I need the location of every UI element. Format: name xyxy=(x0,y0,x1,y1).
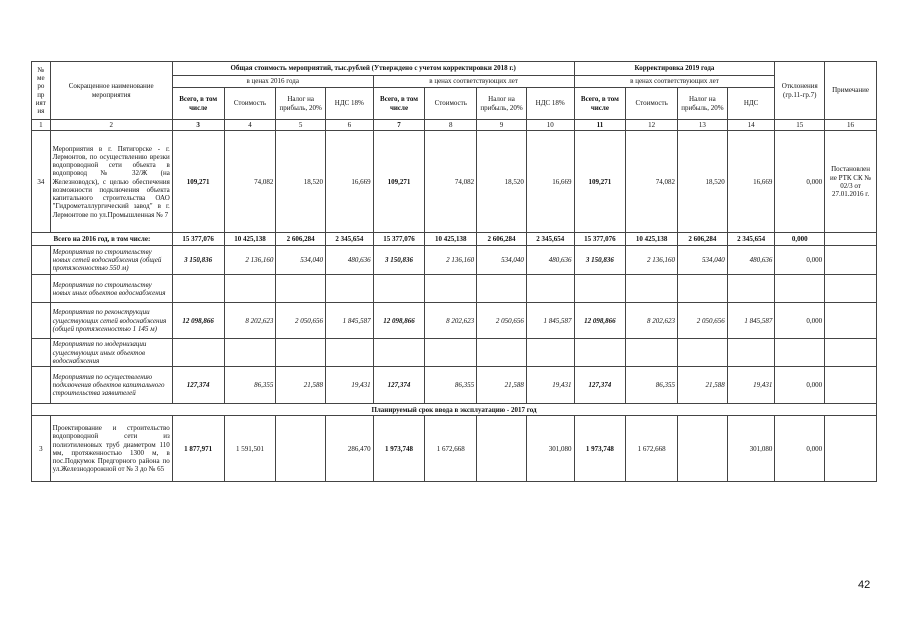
value-cell: 74,082 xyxy=(626,131,678,233)
value-cell: 86,355 xyxy=(425,367,477,404)
header-col-vat: НДС xyxy=(727,88,775,120)
header-col-vat: НДС 18% xyxy=(326,88,374,120)
column-numbers-row xyxy=(32,120,877,131)
value-cell: 18,520 xyxy=(678,131,728,233)
value-cell xyxy=(224,275,276,303)
value-cell: 8 202,623 xyxy=(425,303,477,339)
value-cell: 21,588 xyxy=(276,367,326,404)
value-cell: 1 672,668 xyxy=(626,416,678,482)
row-name: Проектирование и строительство водопроводной сети из полиэтиленовых труб диаметром 110 мм, протяженностью 1300 м, в пос.Подкумок Предгорного района по ул.Железнодорожной от № 3 до № 65 xyxy=(50,416,172,482)
value-cell: 2 345,654 xyxy=(727,233,775,246)
column-number: 8 xyxy=(425,120,477,131)
header-note: Примечание xyxy=(825,62,877,120)
value-cell: 1 845,587 xyxy=(727,303,775,339)
value-cell: 2 050,656 xyxy=(477,303,527,339)
value-cell: 286,470 xyxy=(326,416,374,482)
row-note: Постановлен ие РТК СК № 02/3 от 27.01.2016 г. xyxy=(825,131,877,233)
header-col-cost: Стоимость xyxy=(224,88,276,120)
total-label: Всего на 2016 год, в том числе: xyxy=(32,233,173,246)
empty-cell xyxy=(825,303,877,339)
header-col-tax: Налог на прибыль, 20% xyxy=(678,88,728,120)
value-cell xyxy=(574,275,626,303)
column-number: 15 xyxy=(775,120,825,131)
column-number: 12 xyxy=(626,120,678,131)
value-cell xyxy=(526,339,574,367)
value-cell: 2 136,160 xyxy=(425,246,477,275)
value-cell: 127,374 xyxy=(574,367,626,404)
value-cell: 480,636 xyxy=(727,246,775,275)
header-group-total: Общая стоимость мероприятий, тыс.рублей (Утверждено с учетом корректировки 2018 г.) xyxy=(172,62,574,76)
value-cell: 74,082 xyxy=(425,131,477,233)
value-cell: 2 345,654 xyxy=(326,233,374,246)
value-cell: 10 425,138 xyxy=(626,233,678,246)
value-cell xyxy=(373,275,425,303)
value-cell: 15 377,076 xyxy=(172,233,224,246)
value-cell xyxy=(276,416,326,482)
value-cell: 1 973,748 xyxy=(373,416,425,482)
empty-cell xyxy=(825,275,877,303)
column-number: 11 xyxy=(574,120,626,131)
value-cell xyxy=(477,339,527,367)
value-cell xyxy=(678,339,728,367)
value-cell xyxy=(477,416,527,482)
column-number: 13 xyxy=(678,120,728,131)
value-cell: 1 845,587 xyxy=(326,303,374,339)
header-prices-current: в ценах соответствующих лет xyxy=(373,76,574,88)
value-cell: 1 591,501 xyxy=(224,416,276,482)
column-number: 3 xyxy=(172,120,224,131)
subtotal-row xyxy=(32,303,877,339)
value-cell: 8 202,623 xyxy=(224,303,276,339)
value-cell xyxy=(678,275,728,303)
value-cell: 1 672,668 xyxy=(425,416,477,482)
header-col-total: Всего, в том числе xyxy=(373,88,425,120)
value-cell: 0,000 xyxy=(775,303,825,339)
column-number: 2 xyxy=(50,120,172,131)
table-row xyxy=(32,416,877,482)
value-cell: 15 377,076 xyxy=(574,233,626,246)
value-cell: 19,431 xyxy=(526,367,574,404)
total-row xyxy=(32,233,877,246)
value-cell: 21,588 xyxy=(477,367,527,404)
value-cell: 86,355 xyxy=(626,367,678,404)
value-cell: 2 606,284 xyxy=(477,233,527,246)
value-cell: 0,000 xyxy=(775,131,825,233)
value-cell xyxy=(276,339,326,367)
subtotal-label: Мероприятия по модернизации существующих иных объектов водоснабжения xyxy=(50,339,172,367)
row-number: 34 xyxy=(32,131,51,233)
value-cell xyxy=(276,275,326,303)
column-number: 1 xyxy=(32,120,51,131)
subtotal-label: Мероприятия по реконструкции существующих сетей водоснабжения (общей протяженностью 1 145 м) xyxy=(50,303,172,339)
column-number: 16 xyxy=(825,120,877,131)
value-cell xyxy=(172,275,224,303)
value-cell: 12 098,866 xyxy=(373,303,425,339)
column-number: 14 xyxy=(727,120,775,131)
value-cell: 1 845,587 xyxy=(526,303,574,339)
subtotal-label: Мероприятия по строительству новых сетей водоснабжения (общей протяженностью 550 м) xyxy=(50,246,172,275)
value-cell: 15 377,076 xyxy=(373,233,425,246)
value-cell: 16,669 xyxy=(526,131,574,233)
header-col-tax: Налог на прибыль, 20% xyxy=(276,88,326,120)
value-cell: 86,355 xyxy=(224,367,276,404)
value-cell: 301,080 xyxy=(727,416,775,482)
header-name: Сокращенное наименование мероприятия xyxy=(50,62,172,120)
row-number: 3 xyxy=(32,416,51,482)
value-cell: 2 345,654 xyxy=(526,233,574,246)
value-cell: 534,040 xyxy=(276,246,326,275)
value-cell: 2 050,656 xyxy=(678,303,728,339)
value-cell: 21,588 xyxy=(678,367,728,404)
subtotal-row xyxy=(32,339,877,367)
value-cell: 0,000 xyxy=(775,246,825,275)
header-row-groups xyxy=(32,62,877,76)
subtotal-row xyxy=(32,246,877,275)
value-cell: 0,000 xyxy=(775,367,825,404)
column-number: 5 xyxy=(276,120,326,131)
empty-cell xyxy=(825,233,877,246)
value-cell xyxy=(775,275,825,303)
value-cell: 1 973,748 xyxy=(574,416,626,482)
cost-table xyxy=(31,61,877,482)
value-cell: 19,431 xyxy=(326,367,374,404)
value-cell xyxy=(224,339,276,367)
value-cell: 534,040 xyxy=(678,246,728,275)
value-cell: 19,431 xyxy=(727,367,775,404)
column-number: 4 xyxy=(224,120,276,131)
value-cell xyxy=(477,275,527,303)
header-deviation: Отклонения (гр.11-гр.7) xyxy=(775,62,825,120)
value-cell: 109,271 xyxy=(574,131,626,233)
header-prices-current: в ценах соответствующих лет xyxy=(574,76,775,88)
header-prices-2016: в ценах 2016 года xyxy=(172,76,373,88)
subtotal-label: Мероприятия по осуществлению подключения объектов капитального строительства заявителей xyxy=(50,367,172,404)
empty-cell xyxy=(32,275,51,303)
value-cell: 3 150,836 xyxy=(373,246,425,275)
empty-cell xyxy=(32,339,51,367)
value-cell xyxy=(775,339,825,367)
subtotal-label: Мероприятия по строительству новых иных объектов водоснабжения xyxy=(50,275,172,303)
value-cell: 74,082 xyxy=(224,131,276,233)
value-cell: 480,636 xyxy=(326,246,374,275)
value-cell: 3 150,836 xyxy=(172,246,224,275)
empty-cell xyxy=(825,367,877,404)
value-cell: 10 425,138 xyxy=(224,233,276,246)
value-cell: 18,520 xyxy=(477,131,527,233)
value-cell xyxy=(425,339,477,367)
value-cell: 534,040 xyxy=(477,246,527,275)
header-group-correction: Корректировка 2019 года xyxy=(574,62,775,76)
value-cell: 8 202,623 xyxy=(626,303,678,339)
value-cell: 18,520 xyxy=(276,131,326,233)
value-cell xyxy=(626,275,678,303)
value-cell: 16,669 xyxy=(727,131,775,233)
header-num: № ме ро пр ият ия xyxy=(32,62,51,120)
column-number: 7 xyxy=(373,120,425,131)
section-row xyxy=(32,404,877,416)
value-cell xyxy=(326,339,374,367)
subtotal-row xyxy=(32,275,877,303)
value-cell: 16,669 xyxy=(326,131,374,233)
value-cell xyxy=(678,416,728,482)
value-cell xyxy=(574,339,626,367)
value-cell: 10 425,138 xyxy=(425,233,477,246)
value-cell: 2 606,284 xyxy=(276,233,326,246)
table-row xyxy=(32,131,877,233)
value-cell xyxy=(526,275,574,303)
value-cell: 3 150,836 xyxy=(574,246,626,275)
value-cell xyxy=(727,339,775,367)
value-cell: 2 606,284 xyxy=(678,233,728,246)
header-col-cost: Стоимость xyxy=(425,88,477,120)
value-cell xyxy=(373,339,425,367)
value-cell: 301,080 xyxy=(526,416,574,482)
header-col-total: Всего, в том числе xyxy=(172,88,224,120)
value-cell: 109,271 xyxy=(172,131,224,233)
value-cell xyxy=(626,339,678,367)
empty-cell xyxy=(32,303,51,339)
page-number: 42 xyxy=(858,579,871,591)
value-cell: 109,271 xyxy=(373,131,425,233)
empty-cell xyxy=(825,246,877,275)
value-cell: 2 136,160 xyxy=(224,246,276,275)
value-cell xyxy=(326,275,374,303)
header-col-total: Всего, в том числе xyxy=(574,88,626,120)
column-number: 6 xyxy=(326,120,374,131)
value-cell xyxy=(425,275,477,303)
value-cell: 12 098,866 xyxy=(172,303,224,339)
section-title: Планируемый срок ввода в эксплуатацию - 2017 год xyxy=(32,404,877,416)
value-cell: 127,374 xyxy=(373,367,425,404)
column-number: 10 xyxy=(526,120,574,131)
subtotal-row xyxy=(32,367,877,404)
value-cell: 1 877,971 xyxy=(172,416,224,482)
column-number: 9 xyxy=(477,120,527,131)
header-col-cost: Стоимость xyxy=(626,88,678,120)
value-cell xyxy=(172,339,224,367)
value-cell: 12 098,866 xyxy=(574,303,626,339)
value-cell: 480,636 xyxy=(526,246,574,275)
value-cell xyxy=(727,275,775,303)
row-name: Мероприятия в г. Пятигорске - г. Лермонтов, по осуществлению врезки водопроводной сети объекта в водопровод № 32/Ж (на Железноводск), с целью обеспечения возможности подключения объекта капитального строительства ОАО "Гидрометаллургический завод" в г. Лермонтове по ул.Промышленная № 7 xyxy=(50,131,172,233)
empty-cell xyxy=(32,246,51,275)
header-col-vat: НДС 18% xyxy=(526,88,574,120)
empty-cell xyxy=(825,339,877,367)
value-cell: 2 050,656 xyxy=(276,303,326,339)
row-note xyxy=(825,416,877,482)
header-col-tax: Налог на прибыль, 20% xyxy=(477,88,527,120)
value-cell: 127,374 xyxy=(172,367,224,404)
empty-cell xyxy=(32,367,51,404)
value-cell: 0,000 xyxy=(775,233,825,246)
value-cell: 2 136,160 xyxy=(626,246,678,275)
value-cell: 0,000 xyxy=(775,416,825,482)
